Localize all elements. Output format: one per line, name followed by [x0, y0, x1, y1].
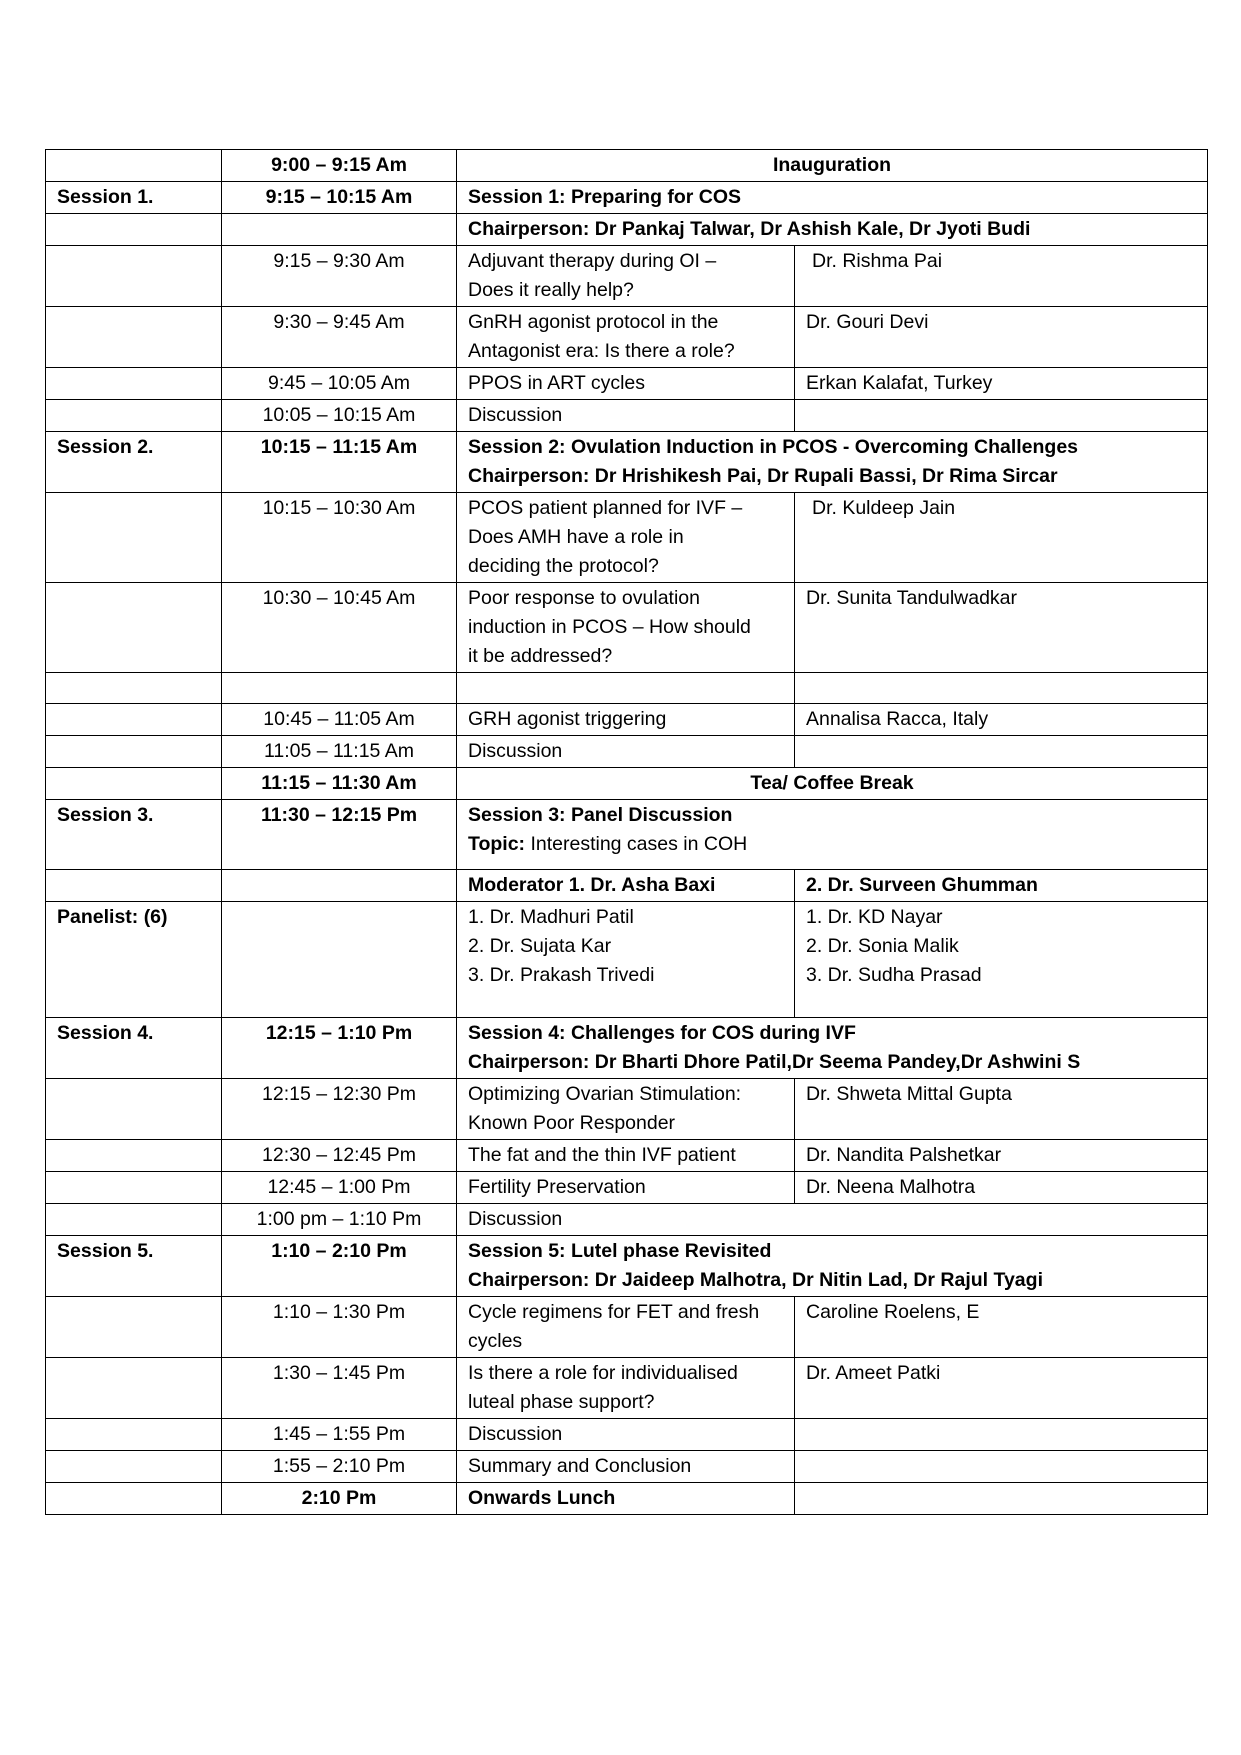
topic-cell: GRH agonist triggering — [457, 704, 795, 736]
topic-cell — [457, 493, 795, 583]
time-cell: 9:15 – 9:30 Am — [222, 246, 457, 307]
topic-cell: The fat and the thin IVF patient — [457, 1140, 795, 1172]
agenda-row-session-4 — [46, 1018, 1208, 1079]
session-title — [457, 1236, 1208, 1297]
time-cell: 12:15 – 1:10 Pm — [222, 1018, 457, 1079]
topic-cell — [457, 673, 795, 704]
topic-cell: Discussion — [457, 1204, 1208, 1236]
session-cell: Session 3. — [46, 800, 222, 870]
topic-cell: Fertility Preservation — [457, 1172, 795, 1204]
panelist: 2. Dr. Sonia Malik — [806, 935, 959, 957]
topic-line: Cycle regimens for FET and fresh — [468, 1301, 760, 1323]
session-cell — [46, 368, 222, 400]
topic-line: deciding the protocol? — [468, 555, 659, 577]
time-cell: 1:30 – 1:45 Pm — [222, 1358, 457, 1419]
agenda-row-session-3 — [46, 800, 1208, 870]
time-cell — [222, 673, 457, 704]
topic-line: Adjuvant therapy during OI – — [468, 250, 717, 272]
agenda-row-talk — [46, 583, 1208, 673]
agenda-row-talk — [46, 1079, 1208, 1140]
time-cell: 10:30 – 10:45 Am — [222, 583, 457, 673]
session-title-line: Session 5: Lutel phase Revisited — [468, 1240, 772, 1262]
session-title — [457, 432, 1208, 493]
speaker-cell — [795, 400, 1208, 432]
speaker-cell: Dr. Gouri Devi — [795, 307, 1208, 368]
topic-cell — [457, 307, 795, 368]
topic-text: Interesting cases in COH — [525, 833, 748, 855]
agenda-row-panelists — [46, 902, 1208, 1018]
session-cell — [46, 400, 222, 432]
session-title-line: Session 4: Challenges for COS during IVF — [468, 1022, 856, 1044]
topic-line — [468, 830, 1196, 859]
topic-line: PCOS patient planned for IVF – — [468, 497, 743, 519]
session-cell — [46, 246, 222, 307]
speaker-cell: Erkan Kalafat, Turkey — [795, 368, 1208, 400]
time-cell — [222, 214, 457, 246]
session-cell — [46, 1483, 222, 1515]
time-cell: 12:15 – 12:30 Pm — [222, 1079, 457, 1140]
agenda-row-summary — [46, 1451, 1208, 1483]
panelist: 3. Dr. Prakash Trivedi — [468, 964, 655, 986]
topic-cell — [457, 246, 795, 307]
panelist: 1. Dr. Madhuri Patil — [468, 906, 634, 928]
time-cell — [222, 902, 457, 1018]
agenda-row-talk — [46, 246, 1208, 307]
agenda-row-talk — [46, 1172, 1208, 1204]
agenda-row-session-2 — [46, 432, 1208, 493]
time-cell: 9:15 – 10:15 Am — [222, 182, 457, 214]
moderator-2: 2. Dr. Surveen Ghumman — [795, 870, 1208, 902]
speaker-cell: Dr. Neena Malhotra — [795, 1172, 1208, 1204]
panelist: 3. Dr. Sudha Prasad — [806, 964, 982, 986]
speaker-cell — [795, 1419, 1208, 1451]
speaker-cell: Caroline Roelens, E — [795, 1297, 1208, 1358]
topic-cell: Discussion — [457, 1419, 795, 1451]
time-cell: 11:15 – 11:30 Am — [222, 768, 457, 800]
agenda-row-discussion — [46, 1419, 1208, 1451]
topic-line: Poor response to ovulation — [468, 587, 700, 609]
time-cell: 9:30 – 9:45 Am — [222, 307, 457, 368]
agenda-row-talk — [46, 493, 1208, 583]
topic-line: it be addressed? — [468, 645, 613, 667]
topic-line: Optimizing Ovarian Stimulation: — [468, 1083, 742, 1105]
item-title: Tea/ Coffee Break — [457, 768, 1208, 800]
topic-cell — [457, 1358, 795, 1419]
speaker-cell — [795, 673, 1208, 704]
topic-cell: PPOS in ART cycles — [457, 368, 795, 400]
agenda-row-discussion — [46, 736, 1208, 768]
topic-line: GnRH agonist protocol in the — [468, 311, 719, 333]
session-cell — [46, 1451, 222, 1483]
agenda-row-break — [46, 768, 1208, 800]
time-cell: 10:15 – 11:15 Am — [222, 432, 457, 493]
time-cell: 11:05 – 11:15 Am — [222, 736, 457, 768]
chairperson-line: Chairperson: Dr Jaideep Malhotra, Dr Nitin Lad, Dr Rajul Tyagi — [468, 1269, 1043, 1291]
session-cell — [46, 673, 222, 704]
topic-cell — [457, 1297, 795, 1358]
time-cell: 9:00 – 9:15 Am — [222, 150, 457, 182]
session-title-line: Session 2: Ovulation Induction in PCOS - Overcoming Challenges — [468, 436, 1079, 458]
session-title — [457, 800, 1208, 870]
topic-line: induction in PCOS – How should — [468, 616, 751, 638]
item-title: Inauguration — [457, 150, 1208, 182]
agenda-row-session-1 — [46, 182, 1208, 214]
time-cell — [222, 870, 457, 902]
session-cell: Panelist: (6) — [46, 902, 222, 1018]
agenda-row-lunch — [46, 1483, 1208, 1515]
session-cell — [46, 583, 222, 673]
agenda-row-chairperson — [46, 214, 1208, 246]
topic-label: Topic: — [468, 833, 526, 855]
speaker-cell: Dr. Nandita Palshetkar — [795, 1140, 1208, 1172]
speaker-cell: Dr. Kuldeep Jain — [795, 493, 1208, 583]
session-cell: Session 2. — [46, 432, 222, 493]
speaker-cell: Dr. Shweta Mittal Gupta — [795, 1079, 1208, 1140]
session-title-line: Session 3: Panel Discussion — [468, 804, 733, 826]
topic-line: Does it really help? — [468, 279, 634, 301]
chairperson-line: Chairperson: Dr Bharti Dhore Patil,Dr Seema Pandey,Dr Ashwini S — [468, 1051, 1081, 1073]
time-cell: 1:10 – 1:30 Pm — [222, 1297, 457, 1358]
agenda-row-talk — [46, 1358, 1208, 1419]
session-cell — [46, 307, 222, 368]
panelist: 1. Dr. KD Nayar — [806, 906, 943, 928]
agenda-row-talk — [46, 1140, 1208, 1172]
topic-cell — [457, 1079, 795, 1140]
speaker-cell: Annalisa Racca, Italy — [795, 704, 1208, 736]
panelist: 2. Dr. Sujata Kar — [468, 935, 612, 957]
session-cell: Session 5. — [46, 1236, 222, 1297]
agenda-row-empty — [46, 673, 1208, 704]
time-cell: 1:00 pm – 1:10 Pm — [222, 1204, 457, 1236]
session-cell — [46, 736, 222, 768]
agenda-row-discussion — [46, 400, 1208, 432]
session-cell — [46, 1358, 222, 1419]
session-title — [457, 1018, 1208, 1079]
topic-cell — [457, 583, 795, 673]
agenda-row-session-5 — [46, 1236, 1208, 1297]
time-cell: 11:30 – 12:15 Pm — [222, 800, 457, 870]
topic-line: luteal phase support? — [468, 1391, 655, 1413]
speaker-cell — [795, 1451, 1208, 1483]
chairperson-line: Chairperson: Dr Pankaj Talwar, Dr Ashish Kale, Dr Jyoti Budi — [457, 214, 1208, 246]
speaker-cell — [795, 736, 1208, 768]
time-cell: 10:15 – 10:30 Am — [222, 493, 457, 583]
session-cell — [46, 1419, 222, 1451]
topic-line: Known Poor Responder — [468, 1112, 676, 1134]
session-cell — [46, 493, 222, 583]
session-cell — [46, 214, 222, 246]
topic-cell: Discussion — [457, 736, 795, 768]
time-cell: 1:55 – 2:10 Pm — [222, 1451, 457, 1483]
agenda-row-talk — [46, 368, 1208, 400]
topic-cell: Summary and Conclusion — [457, 1451, 795, 1483]
session-cell — [46, 1140, 222, 1172]
time-cell: 1:45 – 1:55 Pm — [222, 1419, 457, 1451]
speaker-cell: Dr. Rishma Pai — [795, 246, 1208, 307]
agenda-row-talk — [46, 1297, 1208, 1358]
chairperson-line: Chairperson: Dr Hrishikesh Pai, Dr Rupali Bassi, Dr Rima Sircar — [468, 465, 1058, 487]
session-cell — [46, 704, 222, 736]
time-cell: 12:45 – 1:00 Pm — [222, 1172, 457, 1204]
session-cell — [46, 870, 222, 902]
time-cell: 2:10 Pm — [222, 1483, 457, 1515]
panelist-list-1 — [457, 902, 795, 1018]
topic-line: Is there a role for individualised — [468, 1362, 738, 1384]
session-cell — [46, 1204, 222, 1236]
session-title: Session 1: Preparing for COS — [457, 182, 1208, 214]
agenda-row-inauguration — [46, 150, 1208, 182]
panelist-list-2 — [795, 902, 1208, 1018]
topic-line: Does AMH have a role in — [468, 526, 684, 548]
speaker-cell: Dr. Ameet Patki — [795, 1358, 1208, 1419]
topic-line: cycles — [468, 1330, 523, 1352]
topic-cell: Discussion — [457, 400, 795, 432]
agenda-row-discussion — [46, 1204, 1208, 1236]
moderator-1: Moderator 1. Dr. Asha Baxi — [457, 870, 795, 902]
time-cell: 10:05 – 10:15 Am — [222, 400, 457, 432]
agenda-row-moderators — [46, 870, 1208, 902]
session-cell: Session 4. — [46, 1018, 222, 1079]
session-cell — [46, 768, 222, 800]
session-cell — [46, 1172, 222, 1204]
agenda-row-talk — [46, 307, 1208, 368]
session-cell: Session 1. — [46, 182, 222, 214]
topic-cell: Onwards Lunch — [457, 1483, 795, 1515]
speaker-cell: Dr. Sunita Tandulwadkar — [795, 583, 1208, 673]
session-cell — [46, 1079, 222, 1140]
topic-line: Antagonist era: Is there a role? — [468, 340, 735, 362]
session-cell — [46, 1297, 222, 1358]
time-cell: 1:10 – 2:10 Pm — [222, 1236, 457, 1297]
time-cell: 9:45 – 10:05 Am — [222, 368, 457, 400]
time-cell: 10:45 – 11:05 Am — [222, 704, 457, 736]
speaker-cell — [795, 1483, 1208, 1515]
session-cell — [46, 150, 222, 182]
time-cell: 12:30 – 12:45 Pm — [222, 1140, 457, 1172]
agenda-table — [45, 149, 1208, 1515]
agenda-row-talk — [46, 704, 1208, 736]
